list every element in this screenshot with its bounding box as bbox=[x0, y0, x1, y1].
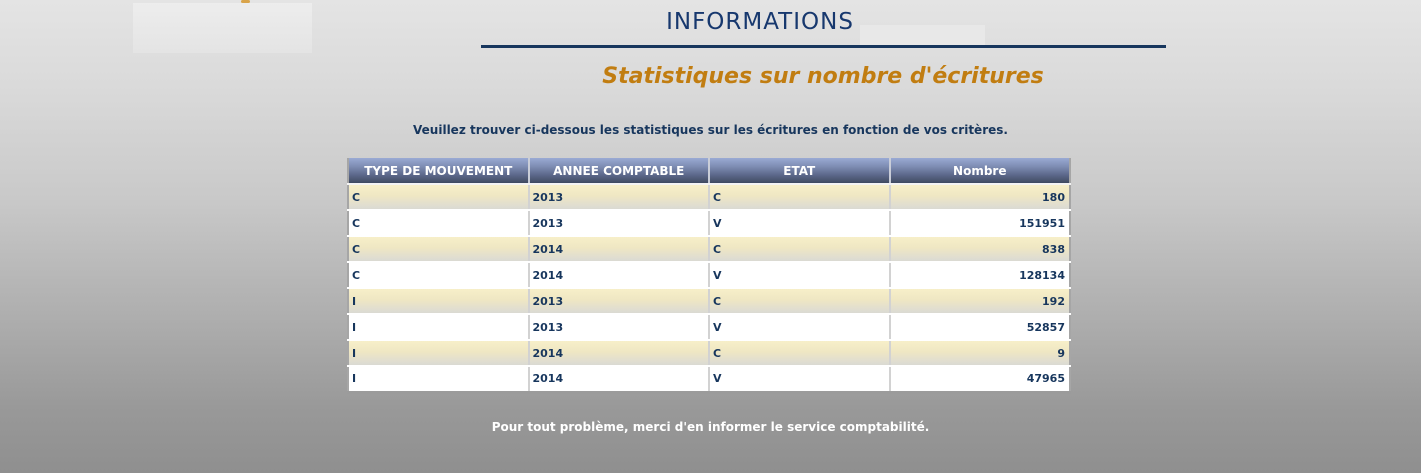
logo-remnant-smudge bbox=[241, 0, 250, 3]
table-cell: 151951 bbox=[890, 210, 1071, 236]
column-header-annee-comptable: ANNEE COMPTABLE bbox=[529, 158, 710, 184]
column-header-etat: ETAT bbox=[709, 158, 890, 184]
table-cell: 180 bbox=[890, 184, 1071, 210]
column-header-type-de-mouvement: TYPE DE MOUVEMENT bbox=[348, 158, 529, 184]
table-cell: V bbox=[709, 262, 890, 288]
table-cell: C bbox=[709, 288, 890, 314]
table-cell: I bbox=[348, 288, 529, 314]
table-cell: 2013 bbox=[529, 184, 710, 210]
table-cell: 2014 bbox=[529, 236, 710, 262]
table-cell: 2014 bbox=[529, 366, 710, 392]
table-cell: 838 bbox=[890, 236, 1071, 262]
table-cell: I bbox=[348, 366, 529, 392]
table-row bbox=[348, 340, 1070, 366]
title-divider-rule bbox=[481, 45, 1166, 48]
page-title: INFORMATIONS bbox=[666, 9, 854, 35]
table-cell: I bbox=[348, 314, 529, 340]
table-row bbox=[348, 366, 1070, 392]
table-cell: C bbox=[348, 184, 529, 210]
table-cell: C bbox=[709, 184, 890, 210]
table-cell: 192 bbox=[890, 288, 1071, 314]
table-cell: C bbox=[709, 236, 890, 262]
statistics-table-body bbox=[348, 184, 1070, 392]
table-row bbox=[348, 210, 1070, 236]
table-cell: 128134 bbox=[890, 262, 1071, 288]
statistics-table-header bbox=[348, 158, 1070, 184]
column-header-nombre: Nombre bbox=[890, 158, 1071, 184]
table-cell: 52857 bbox=[890, 314, 1071, 340]
statistics-table bbox=[347, 158, 1071, 394]
table-cell: 2013 bbox=[529, 314, 710, 340]
instruction-text: Veuillez trouver ci-dessous les statistiques sur les écritures en fonction de vos critères. bbox=[413, 123, 1008, 137]
erased-logo-block-left bbox=[133, 3, 312, 53]
table-cell: C bbox=[709, 340, 890, 366]
table-cell: 47965 bbox=[890, 366, 1071, 392]
table-row bbox=[348, 184, 1070, 210]
footer-note: Pour tout problème, merci d'en informer le service comptabilité. bbox=[491, 420, 930, 434]
table-cell: C bbox=[348, 210, 529, 236]
table-cell: 2013 bbox=[529, 210, 710, 236]
table-cell: V bbox=[709, 366, 890, 392]
table-row bbox=[348, 288, 1070, 314]
page-subtitle: Statistiques sur nombre d'écritures bbox=[602, 64, 1044, 89]
table-cell: 2014 bbox=[529, 262, 710, 288]
table-cell: 2014 bbox=[529, 340, 710, 366]
table-row bbox=[348, 236, 1070, 262]
table-row bbox=[348, 314, 1070, 340]
table-row bbox=[348, 262, 1070, 288]
table-cell: V bbox=[709, 314, 890, 340]
header-row bbox=[348, 158, 1070, 184]
table-cell: 9 bbox=[890, 340, 1071, 366]
table-cell: I bbox=[348, 340, 529, 366]
table-cell: C bbox=[348, 262, 529, 288]
table-cell: 2013 bbox=[529, 288, 710, 314]
table-cell: V bbox=[709, 210, 890, 236]
table-cell: C bbox=[348, 236, 529, 262]
